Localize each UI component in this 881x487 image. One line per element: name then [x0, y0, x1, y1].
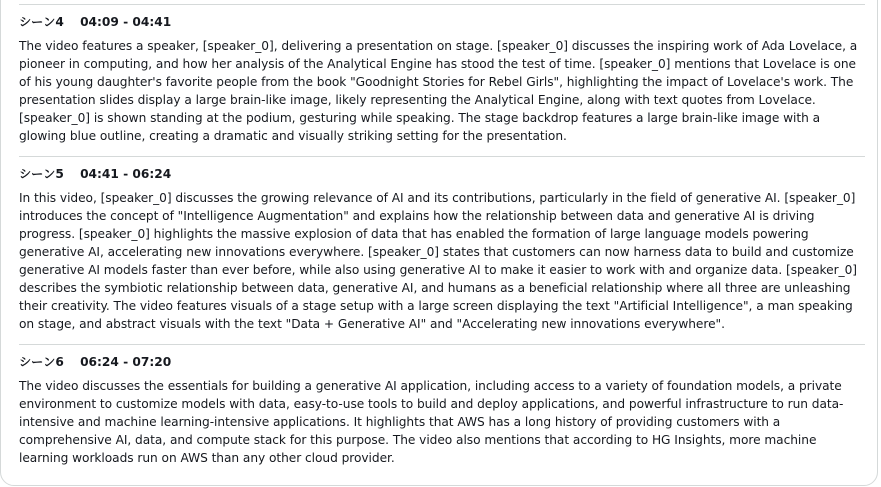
scene-label: シーン5 [19, 167, 64, 181]
scene-timestamp: 06:24 - 07:20 [80, 355, 172, 369]
divider [19, 156, 865, 157]
scene-item [19, 352, 865, 467]
scene-header [19, 12, 865, 32]
scene-header [19, 164, 865, 184]
scene-label: シーン4 [19, 15, 64, 29]
scene-item [19, 164, 865, 333]
scene-item [19, 12, 865, 145]
scene-description: The video discusses the essentials for building a generative AI application, including access to a variety of foundation models, a private environment to customize models with data, easy-to-use tools to build and deploy applications, and powerful infrastructure to run data-intensive and machine learning-intensive applications. It highlights that AWS has a long history of providing customers with a comprehensive AI, data, and compute stack for this purpose. The video also mentions that according to HG Insights, more machine learning workloads run on AWS than any other cloud provider. [19, 379, 844, 465]
divider [19, 4, 865, 5]
scene-header [19, 352, 865, 372]
scene-label: シーン6 [19, 355, 64, 369]
divider [19, 344, 865, 345]
scene-description: The video features a speaker, [speaker_0], delivering a presentation on stage. [speaker_0] discusses the inspiring work of Ada Lovelace, a pioneer in computing, and how her analysis of the Analytical Engine has stood the test of time. [speaker_0] mentions that Lovelace is one of his young daughter's favorite people from the book "Goodnight Stories for Rebel Girls", highlighting the impact of Lovelace's work. The presentation slides display a large brain-like image, likely representing the Analytical Engine, along with text quotes from Lovelace. [speaker_0] is shown standing at the podium, gesturing while speaking. The stage backdrop features a large brain-like image with a glowing blue outline, creating a dramatic and visually striking setting for the presentation. [19, 39, 858, 143]
scene-timestamp: 04:41 - 06:24 [80, 167, 172, 181]
scene-timestamp: 04:09 - 04:41 [80, 15, 172, 29]
scene-description: In this video, [speaker_0] discusses the growing relevance of AI and its contributions, particularly in the field of generative AI. [speaker_0] introduces the concept of "Intelligence Augmentation" and explains how the relationship between data and generative AI is driving progress. [speaker_0] highlights the massive explosion of data that has enabled the formation of large language models powering generative AI, accelerating new innovations everywhere. [speaker_0] states that customers can now harness data to build and customize generative AI models faster than ever before, while also using generative AI to make it easier to work with and organize data. [speaker_0] describes the symbiotic relationship between data, generative AI, and humans as a beneficial relationship where all three are unleashing their creativity. The video features visuals of a stage setup with a large screen displaying the text "Artificial Intelligence", a man speaking on stage, and abstract visuals with the text "Data + Generative AI" and "Accelerating new innovations everywhere". [19, 191, 857, 331]
